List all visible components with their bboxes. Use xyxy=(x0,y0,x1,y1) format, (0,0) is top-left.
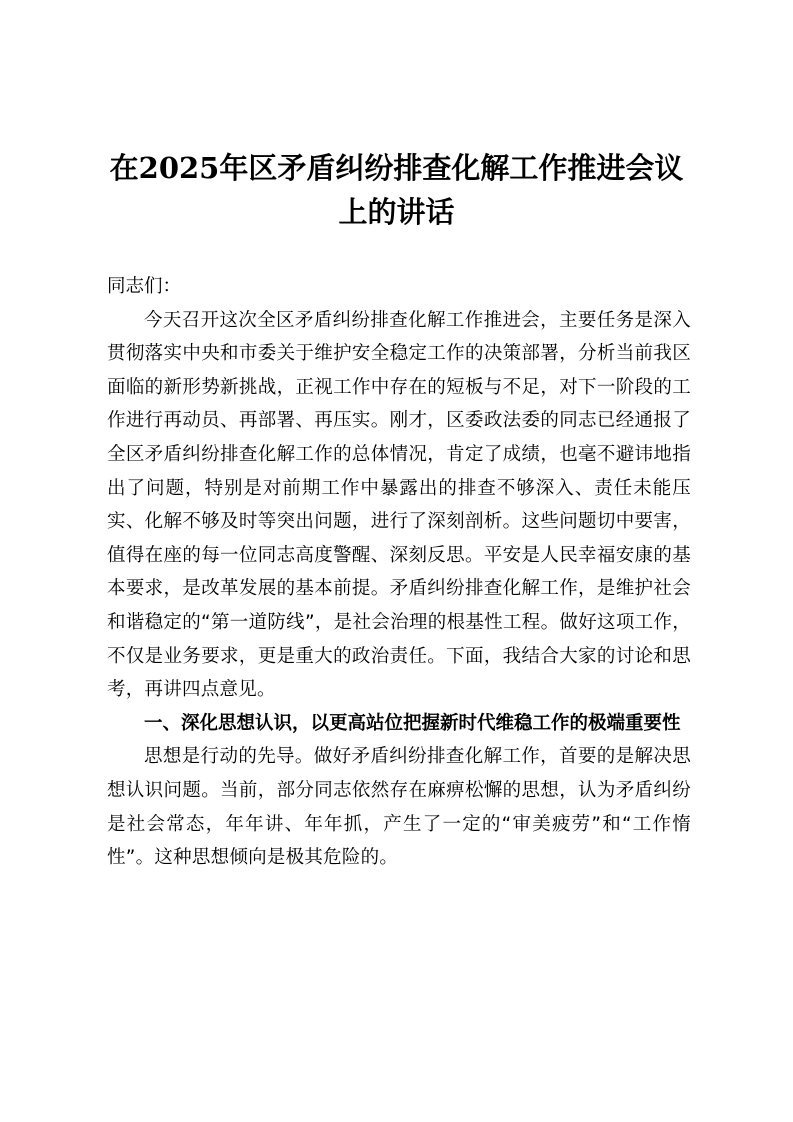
paragraph-section-1: 思想是行动的先导。做好矛盾纠纷排查化解工作，首要的是解决思想认识问题。当前，部分同志依然存在麻痹松懈的思想，认为矛盾纠纷是社会常态，年年讲、年年抓，产生了一定的“审美疲劳”和“工作惰性”。这种思想倾向是极其危险的。 xyxy=(107,746,691,869)
document-title: 在2025年区矛盾纠纷排查化解工作推进会议上的讲话 xyxy=(109,151,684,229)
paragraph-intro: 今天召开这次全区矛盾纠纷排查化解工作推进会，主要任务是深入贯彻落实中央和市委关于维护安全稳定工作的决策部署，分析当前我区面临的新形势新挑战，正视工作中存在的短板与不足，对下一阶段的工作进行再动员、再部署、再压实。刚才，区委政法委的同志已经通报了全区矛盾纠纷排查化解工作的总体情况，肯定了成绩，也毫不避讳地指出了问题，特别是对前期工作中暴露出的排查不够深入、责任未能压实、化解不够及时等突出问题，进行了深刻剖析。这些问题切中要害，值得在座的每一位同志高度警醒、深刻反思。平安是人民幸福安康的基本要求，是改革发展的基本前提。矛盾纠纷排查化解工作，是维护社会和谐稳定的“第一道防线”，是社会治理的根基性工程。做好这项工作，不仅是业务要求，更是重大的政治责任。下面，我结合大家的讨论和思考，再讲四点意见。 xyxy=(107,309,691,701)
section-heading-1: 一、深化思想认识，以更高站位把握新时代维稳工作的极端重要性 xyxy=(144,712,681,734)
document-body xyxy=(107,270,691,875)
salutation: 同志们： xyxy=(107,276,182,297)
